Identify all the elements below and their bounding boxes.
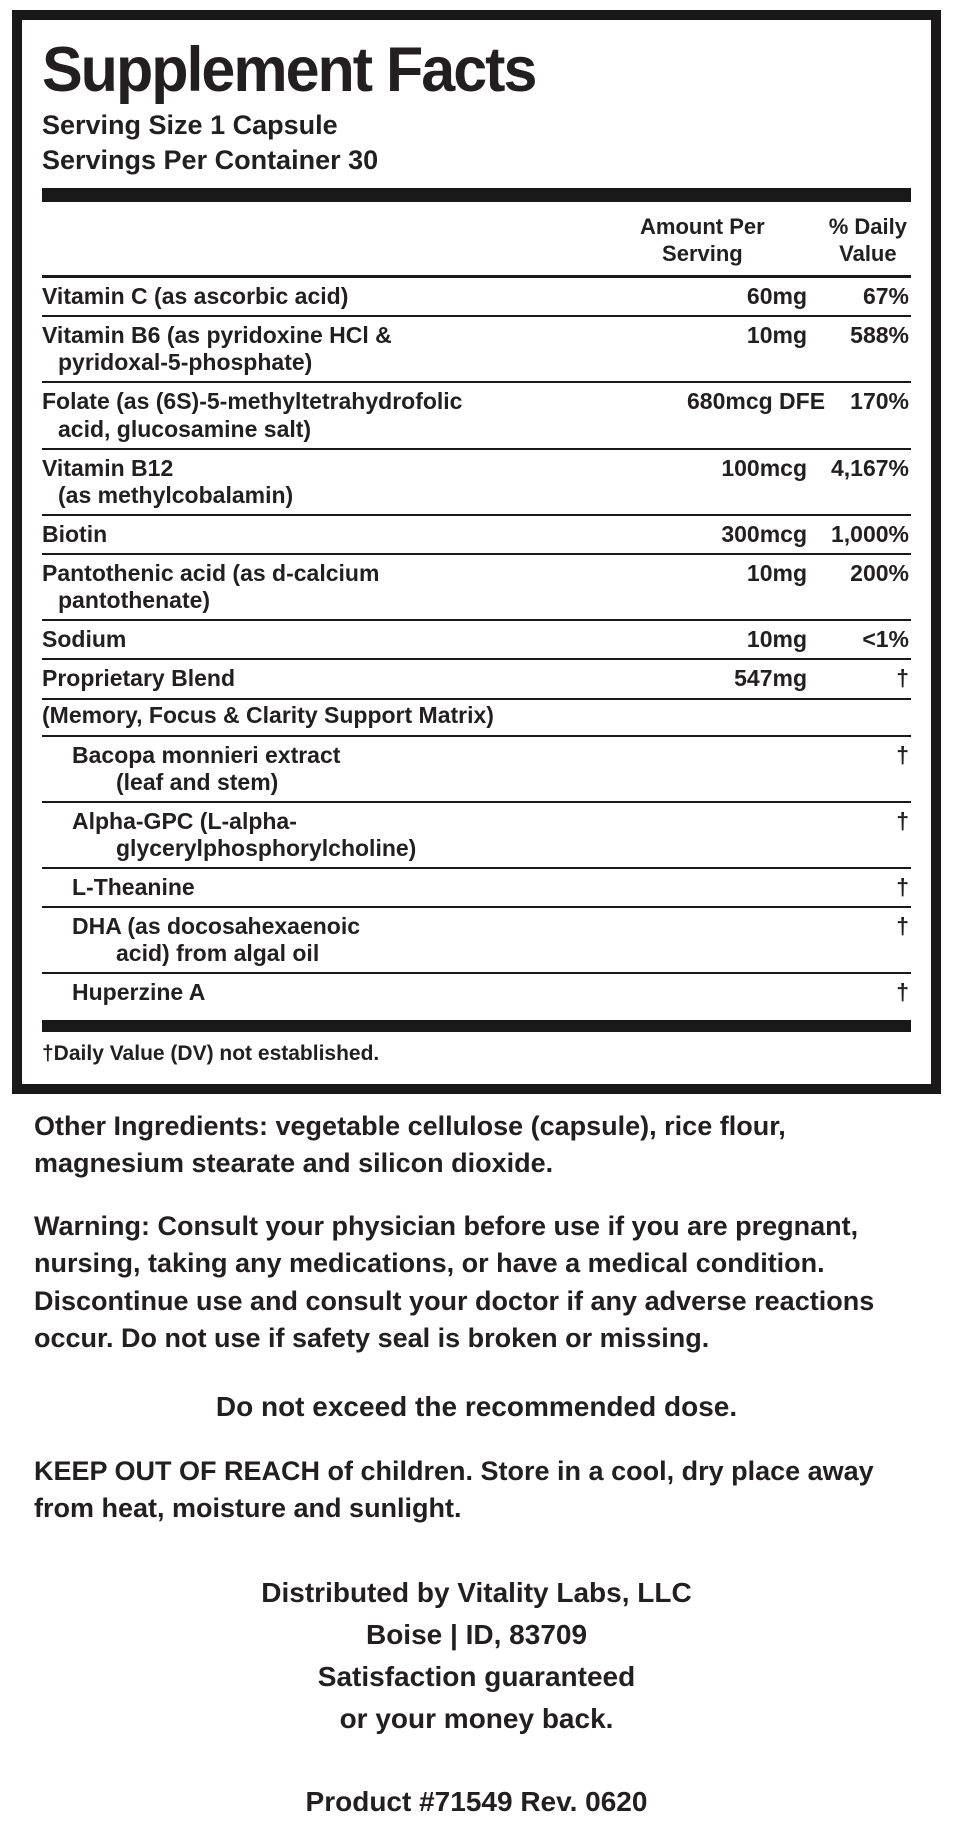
ingredient-daily-value: † [896, 665, 909, 692]
ingredient-amount: 547mg [734, 665, 807, 692]
ingredient-row [42, 553, 911, 619]
ingredient-name-line2: (as methylcobalamin) [58, 481, 294, 508]
blend-note: (Memory, Focus & Clarity Support Matrix) [42, 698, 911, 735]
blend-header-row [42, 658, 911, 697]
ingredient-name-line2: pyridoxal-5-phosphate) [58, 349, 313, 376]
ingredient-daily-value: 4,167% [830, 454, 909, 481]
label-info-section [0, 1094, 953, 1842]
ingredient-row [42, 315, 911, 381]
blend-item-row [42, 906, 911, 972]
ingredient-name: Alpha-GPC (L-alpha- glycerylphosphorylcholine) [42, 808, 687, 862]
blend-item-row [42, 735, 911, 801]
ingredient-name-line2: pantothenate) [58, 587, 211, 614]
product-code-line: Product #71549 Rev. 0620 [305, 1785, 648, 1817]
caution-center-line: Do not exceed the recommended dose. [215, 1391, 738, 1423]
ingredient-row [42, 448, 911, 514]
dv-footnote: †Daily Value (DV) not established. [42, 1041, 380, 1065]
ingredient-name: Vitamin B12 (as methylcobalamin) [42, 455, 687, 509]
ingredient-amount: 10mg [746, 560, 807, 587]
ingredient-name: Sodium [42, 626, 127, 653]
ingredient-daily-value: † [896, 807, 909, 834]
blend-item-row [42, 801, 911, 867]
distributor-line: Distributed by Vitality Labs, LLC [261, 1576, 692, 1608]
ingredient-daily-value: 170% [850, 388, 909, 415]
warning-paragraph: Warning: Consult your physician before use if you are pregnant, nursing, taking any medications, or have a medical condition. Discontinue use and consult your doctor if any adverse reactions occur. Do not use if safety seal is broken or missing. [34, 1211, 875, 1353]
ingredient-name-line2: glycerylphosphorylcholine) [116, 834, 417, 861]
column-headers [42, 208, 911, 278]
ingredient-name: Pantothenic acid (as d-calcium pantothenate) [42, 560, 687, 614]
blend-item-row [42, 867, 911, 906]
ingredient-daily-value: † [896, 979, 909, 1006]
ingredient-name: Biotin [42, 520, 108, 547]
ingredient-daily-value: † [896, 741, 909, 768]
ingredient-row [42, 278, 911, 315]
ingredient-amount: 680mcg DFE [687, 388, 826, 415]
ingredient-name: L-Theanine [72, 874, 195, 901]
blend-item-row [42, 972, 911, 1011]
facts-title: Supplement Facts [42, 33, 536, 105]
ingredient-daily-value: † [896, 913, 909, 940]
ingredient-amount: 60mg [746, 283, 807, 310]
keep-away-paragraph: KEEP OUT OF REACH of children. Store in a cool, dry place away from heat, moisture and sunlight. [34, 1456, 874, 1524]
servings-per-container-line: Servings Per Container 30 [42, 145, 379, 176]
ingredient-name: DHA (as docosahexaenoic acid) from algal oil [42, 913, 687, 967]
ingredient-row [42, 514, 911, 553]
amount-per-serving-header [640, 214, 765, 267]
ingredient-name: Huperzine A [72, 979, 206, 1006]
dv-header-line2: Value [839, 240, 897, 266]
ingredient-name: Vitamin B6 (as pyridoxine HCl & pyridoxal-5-phosphate) [42, 322, 687, 376]
ingredient-name: Vitamin C (as ascorbic acid) [42, 283, 349, 310]
serving-size-line: Serving Size 1 Capsule [42, 110, 338, 141]
ingredient-daily-value: 1,000% [830, 520, 909, 547]
ingredient-daily-value: <1% [862, 626, 909, 653]
rule-thick-bottom [42, 1020, 911, 1032]
ingredient-row [42, 658, 911, 697]
ingredient-daily-value: † [896, 874, 909, 901]
ingredient-daily-value: 67% [862, 283, 909, 310]
ingredient-rows [42, 278, 911, 658]
ingredient-amount: 100mcg [721, 454, 807, 481]
ingredient-amount: 300mcg [721, 520, 807, 547]
daily-value-header [829, 214, 907, 267]
distributor-block [34, 1572, 919, 1740]
ingredient-name-line2: acid) from algal oil [116, 940, 320, 967]
dv-header-line1: % Daily [828, 214, 907, 240]
ingredient-name: Bacopa monnieri extract (leaf and stem) [42, 742, 687, 796]
ingredient-name-line2: (leaf and stem) [116, 768, 279, 795]
ingredient-row [42, 619, 911, 658]
ingredient-name: Proprietary Blend [42, 665, 235, 692]
ingredient-name: Folate (as (6S)-5-methyltetrahydrofolic acid, glucosamine salt) [42, 388, 687, 442]
blend-item-rows [42, 735, 911, 1012]
amount-header-line2: Serving [662, 240, 743, 266]
ingredient-daily-value: 200% [850, 560, 909, 587]
supplement-facts-panel [12, 10, 941, 1094]
ingredient-row [42, 381, 911, 447]
amount-header-line1: Amount Per [640, 214, 765, 240]
rule-thick-top [42, 188, 911, 202]
distributor-line: or your money back. [339, 1702, 614, 1734]
distributor-line: Boise | ID, 83709 [365, 1618, 588, 1650]
ingredient-amount: 10mg [746, 626, 807, 653]
ingredient-amount: 10mg [746, 322, 807, 349]
distributor-line: Satisfaction guaranteed [317, 1660, 636, 1692]
supplement-label-page [0, 10, 953, 1842]
ingredient-daily-value: 588% [850, 322, 909, 349]
ingredient-name-line2: acid, glucosamine salt) [58, 415, 312, 442]
other-ingredients-paragraph: Other Ingredients: vegetable cellulose (capsule), rice flour, magnesium stearate and silicon dioxide. [34, 1110, 786, 1178]
